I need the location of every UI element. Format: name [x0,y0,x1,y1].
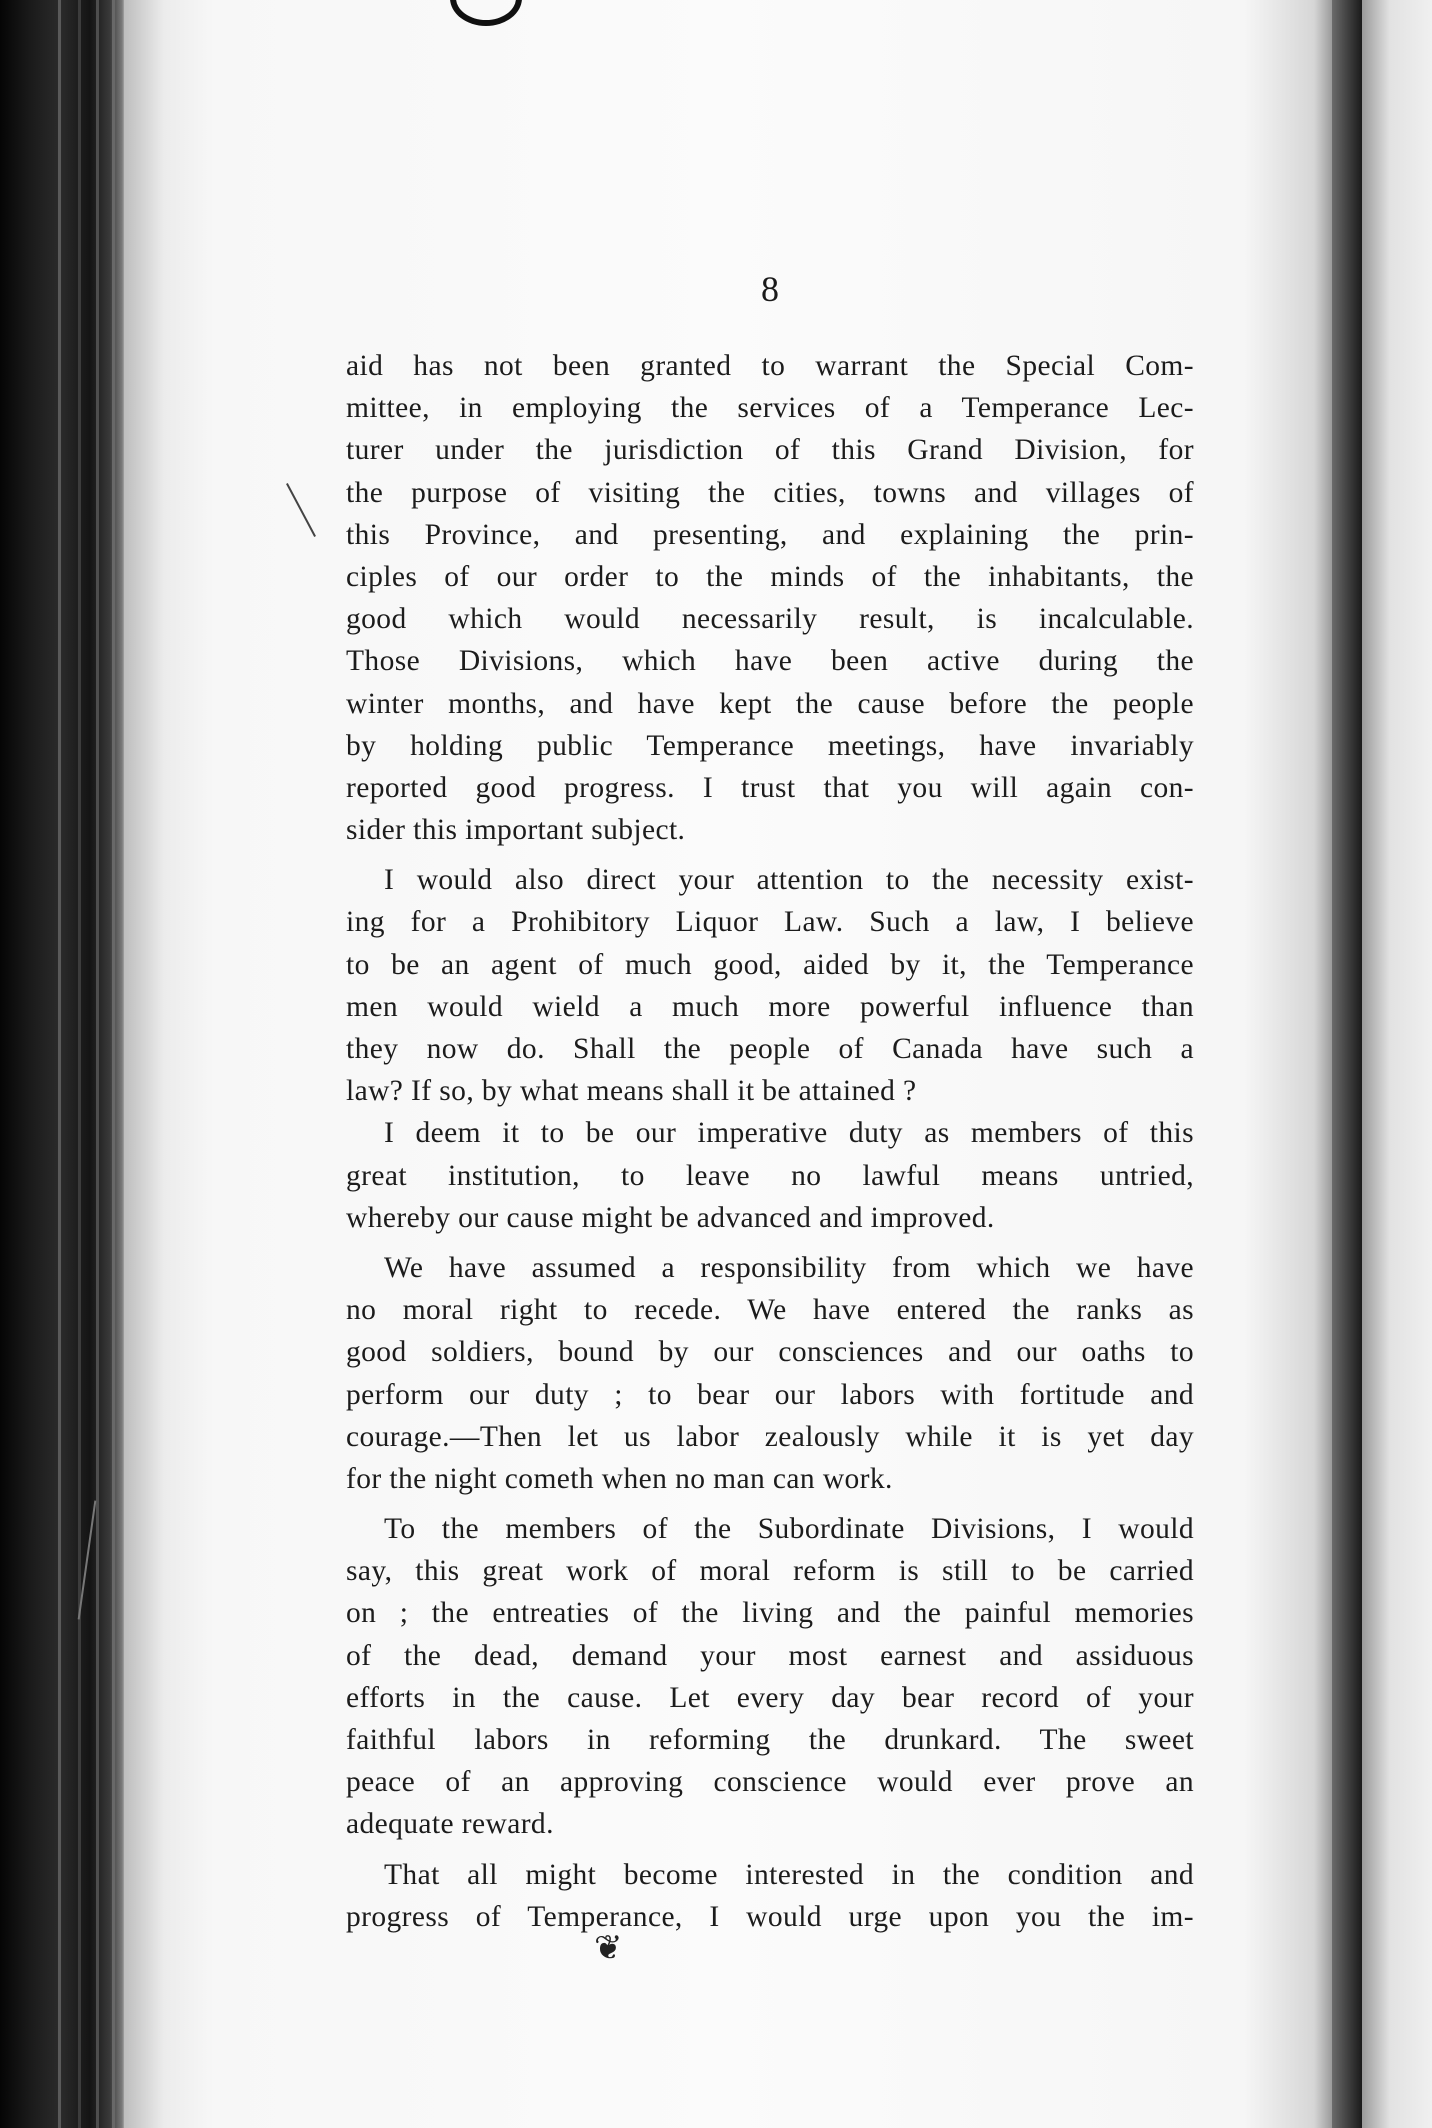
text-line: sider this important subject. [346,814,686,847]
paragraph [346,345,1194,851]
text-line: reported good progress. I trust that you will again con- [346,771,1194,804]
page-edge-line [78,0,81,2128]
text-line: they now do. Shall the people of Canada have such a [346,1033,1194,1065]
text-line: whereby our cause might be advanced and improved. [346,1201,995,1234]
text-line: great institution, to leave no lawful means untried, [346,1159,1194,1192]
text-line: the purpose of visiting the cities, towns and villages of [346,476,1194,509]
text-line: turer under the jurisdiction of this Grand Division, for [346,434,1194,467]
text-line: aid has not been granted to warrant the Special Com- [346,350,1194,382]
text-line: on ; the entreaties of the living and the painful memories [346,1597,1194,1630]
text-line: ing for a Prohibitory Liquor Law. Such a law, I believe [346,906,1194,939]
paragraph [346,1854,1194,1938]
facing-page-edge [1362,0,1432,2128]
page-edge-line [112,0,115,2128]
paragraph [346,1112,1194,1239]
text-line: winter months, and have kept the cause before the people [346,687,1194,720]
text-line: no moral right to recede. We have entered the ranks as [346,1294,1194,1327]
text-line: efforts in the cause. Let every day bear record of your [346,1681,1194,1714]
book-binding [0,0,126,2128]
text-line: I would also direct your attention to the necessity exist- [384,864,1194,897]
text-line: say, this great work of moral reform is still to be carried [346,1555,1194,1588]
text-line: by holding public Temperance meetings, have invariably [346,729,1194,762]
text-line: of the dead, demand your most earnest and assiduous [346,1639,1194,1672]
text-line: faithful labors in reforming the drunkard. The sweet [346,1724,1194,1756]
paragraph [346,1247,1194,1500]
text-line: good soldiers, bound by our consciences and our oaths to [346,1336,1194,1369]
paragraph [346,859,1194,1112]
text-line: Those Divisions, which have been active during the [346,645,1194,678]
text-line: ciples of our order to the minds of the inhabitants, the [346,560,1194,593]
text-line: to be an agent of much good, aided by it, the Temperance [346,948,1194,981]
text-line: progress of Temperance, I would urge upon you the im- [346,1900,1194,1933]
page-body [346,345,1194,1938]
page-edge-line [96,0,99,2128]
text-line: this Province, and presenting, and explaining the prin- [346,518,1194,551]
text-line: law? If so, by what means shall it be attained ? [346,1075,917,1108]
text-line: We have assumed a responsibility from which we have [384,1251,1194,1284]
text-line: That all might become interested in the condition and [384,1858,1194,1891]
text-line: men would wield a much more powerful influence than [346,990,1194,1023]
text-line: peace of an approving conscience would ever prove an [346,1766,1194,1799]
text-line: To the members of the Subordinate Divisions, I would [384,1513,1194,1546]
page-number: 8 [761,269,779,309]
text-line: for the night cometh when no man can work. [346,1462,893,1495]
ink-blot-mark: ❦ [594,1930,623,1967]
text-line: mittee, in employing the services of a Temperance Lec- [346,392,1194,425]
text-line: courage.—Then let us labor zealously while it is yet day [346,1420,1194,1453]
text-line: adequate reward. [346,1808,554,1841]
text-line: good which would necessarily result, is incalculable. [346,603,1194,636]
page-edge-line [58,0,61,2128]
text-line: I deem it to be our imperative duty as members of this [384,1117,1194,1150]
text-line: perform our duty ; to bear our labors with fortitude and [346,1378,1194,1411]
right-gutter [1332,0,1362,2128]
paragraph [346,1508,1194,1846]
